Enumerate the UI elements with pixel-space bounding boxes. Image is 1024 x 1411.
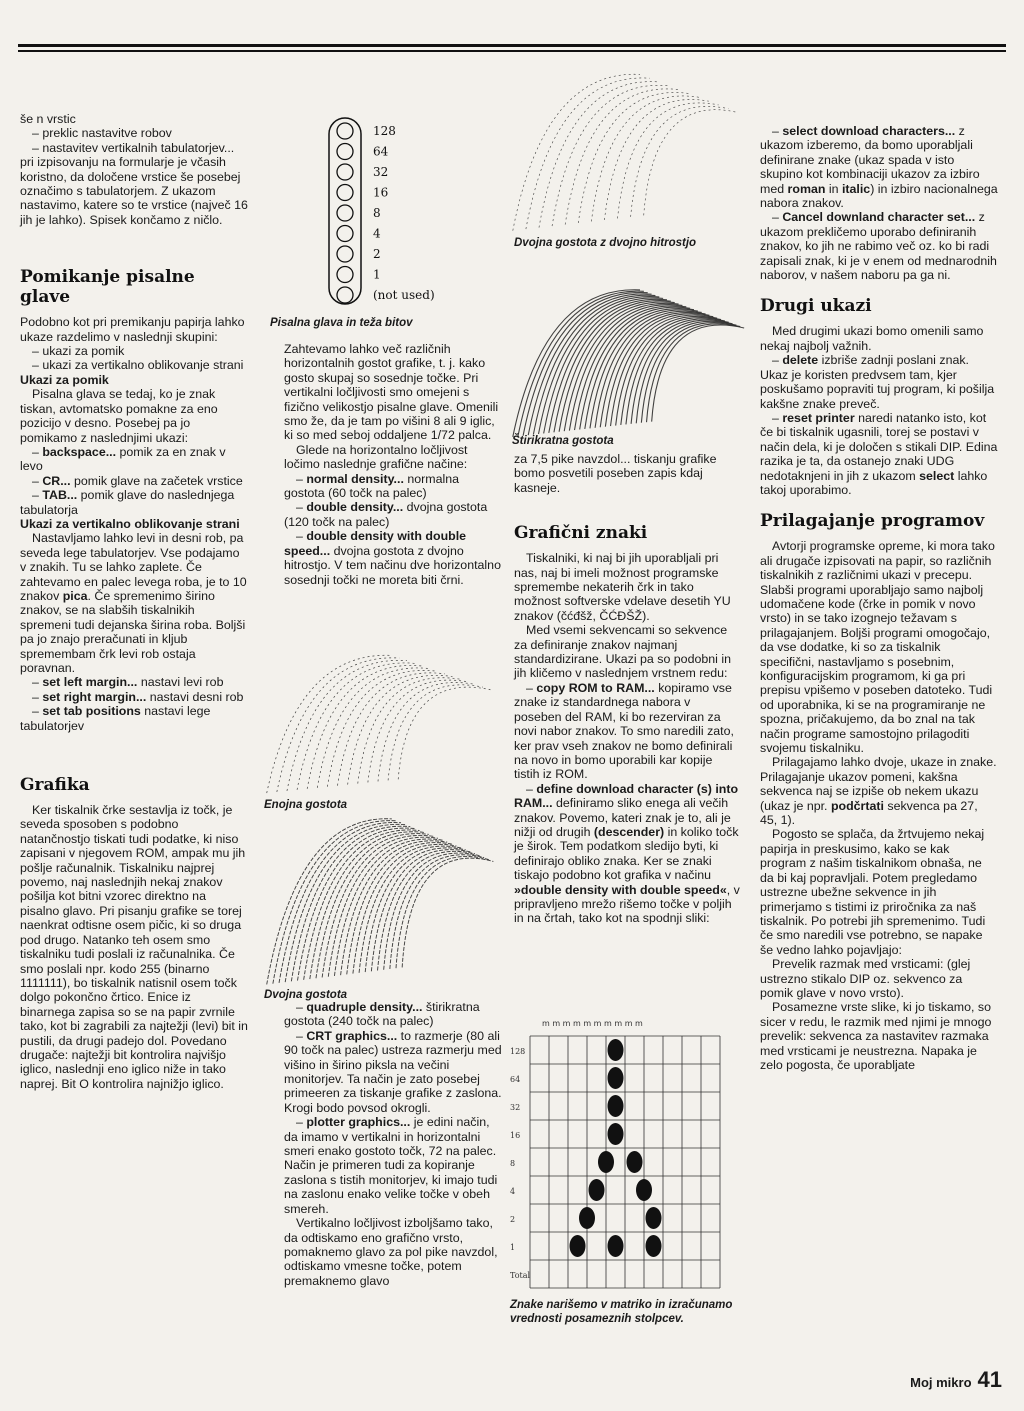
command-item: – CR... pomik glave na začetek vrstice: [32, 473, 243, 488]
command-desc: dvojna gostota z dvojno hitrostjo. V tem načinu dve horizontalno sosednji točki ne moreta biti črni.: [284, 543, 501, 587]
etch-arc: [358, 678, 460, 784]
text: . Če spremenimo širino znakov, se na slabših tiskalnikih spremeni tudi dejanska širina roba. Boljši pa jo znajo preračunati in kljub spremembam črk levi rob ostaja poravnan.: [20, 588, 246, 675]
character-matrix: [508, 1014, 740, 1294]
paragraph: za 7,5 pike navzdol... tiskanju grafike bomo posvetili poseben zapis kdaj kasneje.: [514, 452, 717, 495]
matrix-dot: [646, 1235, 662, 1257]
etch-arc: [307, 665, 422, 788]
etch-arc: [396, 856, 489, 968]
double-density-figure: [262, 810, 498, 988]
etch-arc: [565, 89, 679, 225]
command-name: CRT graphics...: [306, 1028, 398, 1043]
etch-arc: [267, 655, 392, 793]
intro-line: še n vrstic: [20, 112, 76, 126]
etch-arc: [348, 675, 453, 784]
command-item: – select download characters... z ukazom izberemo, da bomo uporabljali definirane znake (ukaz spada v isto skupino kot kombinaciji ukazov za izbiro med roman in italic) in izbiro nacionalnega nabora znakov.: [760, 124, 998, 211]
matrix-row-label: 2: [510, 1215, 516, 1224]
heading-drugi: Drugi ukazi: [760, 296, 872, 317]
paragraph: Ker tiskalnik črke sestavlja iz točk, je seveda sposoben s podobno natančnostjo tiskati tudi podatke, ki niso zapisani v njegovem ROM, ampak mu jih pošlje računalnik. Tiskalniku najprej povemo, naj naslednjih nekaj znakov pošilja kot bitni vzorec direktno na pisalno glavo. Pri pisanju grafike se torej naenkrat odtisne osem pičic, ki so druga pod drugo. Natanko teh osem smo tiskalniku tudi poslali iz računalnika. Če smo poslali npr. kodo 255 (binarno 1111111), bo tiskalnik natisnil osem točk dolgo pokončno črtico. Enice iz binarnega zapisa so se na papir zvrnile tako, kot bi zagrabili za najtežji (levi) bit in pustili, da drugi padejo dol. Povedano drugače: najtežji bit kontrolira najvišjo iglico, naslednji eno iglico niže in tako naprej. Bit O kontrolira najnižjo iglico.: [20, 803, 248, 1091]
list-item: – ukazi za pomik: [32, 344, 125, 359]
etch-arc: [402, 858, 493, 967]
etch-arc: [347, 843, 452, 975]
single-density-figure: [262, 648, 498, 796]
text: in: [825, 181, 842, 196]
matrix-row-label: 1: [510, 1243, 516, 1252]
paragraph: Med vsemi sekvencami so sekvence za definiranje znakov najmanj standardizirane. Ukazi pa so podobni in jih kličemo v naslednjem vrstnem redu:: [514, 623, 731, 681]
matrix-dot: [598, 1151, 614, 1173]
command-name: set left margin...: [42, 675, 138, 690]
matrix-dot: [608, 1123, 624, 1145]
etch-arc: [378, 851, 475, 970]
print-head-outline: [329, 118, 361, 304]
quadruple-density-figure: [508, 282, 748, 440]
paragraph: Prevelik razmak med vrsticami: (glej ustrezno stikalo DIP oz. sekvenco za pomik glave v novo vrsto).: [760, 957, 971, 1000]
command-desc: pomik glave do naslednjega tabulatorja: [20, 488, 235, 517]
etch-arc: [304, 830, 420, 980]
etch-arc: [388, 685, 483, 781]
command-item: – delete izbriše zadnji poslani znak. Ukaz je koristen predvsem tam, kjer poskušamo popraviti tuj program, ki pošilja kakšne znake preveč.: [760, 353, 995, 411]
command-name: double density with double speed...: [284, 529, 467, 558]
pin-circles: [337, 123, 353, 303]
paragraph: Posamezne vrste slike, ki jo tiskamo, so sicer v redu, le razmik med njimi je mnogo prevelik: sekvenca za nastavitev razmaka med vrsticami je neustrezna. Napaka je zelo pogosta, če uporabljate: [760, 1000, 992, 1072]
text-bold: podčrtati: [830, 798, 884, 813]
paragraph: [760, 755, 998, 827]
etch-arc: [338, 673, 445, 786]
list-item: – ukazi za vertikalno oblikovanje strani: [32, 358, 244, 373]
etch-arc: [297, 663, 414, 790]
etch-arc: [398, 687, 490, 779]
command-name: set tab positions: [42, 704, 141, 719]
bit-label: (not used): [373, 288, 435, 302]
bit-label: 4: [373, 226, 381, 241]
pin-circle: [337, 226, 353, 242]
command-desc: normalna gostota (60 točk na palec): [284, 471, 459, 501]
bit-label: 32: [373, 165, 389, 179]
caption-single-density: Enojna gostota: [264, 799, 348, 811]
etch-arc: [328, 837, 438, 976]
etch-arc: [277, 658, 400, 792]
command-name: backspace...: [42, 444, 117, 459]
heading-graficni: Grafični znaki: [514, 523, 648, 544]
column-1: [20, 112, 248, 1091]
command-name: select download characters...: [782, 124, 956, 138]
page-number: 41: [977, 1367, 1002, 1392]
command-desc: z ukazom prekličemo uporabo definiranih znakov, ko jih ne rabimo več oz. ko bi radi zapisali znak, ki je v enem od mednarodnih naborov, v našem naboru pa ga ni.: [760, 210, 997, 283]
command-item: – quadruple density... štirikratna gostota (240 točk na palec): [284, 1000, 480, 1029]
command-item: – set tab positions nastavi lege tabulatorjev: [20, 704, 211, 733]
pin-circle: [337, 287, 353, 303]
etch-arc: [539, 82, 660, 228]
command-desc: to razmerje (80 ali 90 točk na palec) ustreza razmerju med višino in širino piksla na večini monitorjev. Ta način je zato posebej primeeren za tiskanje grafike z zaslona. Krogi bodo povsod okrogli.: [284, 1028, 502, 1115]
etch-arc: [518, 291, 644, 436]
bit-label: 2: [373, 247, 381, 261]
paragraph: Zahtevamo lahko več različnih horizontalnih gostot grafike, t. j. kako gosto skupaj so sosednje točke. Pri vertikalni ločljivosti smo omejeni s fizično velikostjo pisalne glave. Omenili smo že, da je tam po višini 8 ali 9 iglic, ki so med seboj oddaljene 1/72 palca.: [284, 342, 499, 443]
text: definiramo sliko enega ali večih znakov. Povemo, kateri znak je to, ali je nižji od drugih: [514, 796, 731, 839]
command-name: CR...: [42, 473, 71, 488]
command-name: normal density...: [306, 471, 404, 486]
command-item: – TAB... pomik glave do naslednjega tabulatorja: [20, 488, 235, 517]
column-4: [760, 124, 998, 1072]
text: naredi natanko isto, kot če bi tiskalnik ugasnili, torej se postavi v način dela, ki je določen s stikali DIP. Edina razika je ta, da ostanejo znaki UDG nedotaknjeni in jih z ukazom: [760, 410, 998, 483]
matrix-dot: [646, 1207, 662, 1229]
pin-circle: [337, 123, 353, 139]
pin-circle: [337, 246, 353, 262]
bit-label: 1: [373, 267, 381, 282]
command-item: – copy ROM to RAM... kopiramo vse znake iz standardnega nabora v poseben del RAM, ki bo rezerviran za novi nabor znakov. To smo naredili zato, ker prav vseh znakov ne bomo definirali na novo in bomo uporabili kar kopije tistih iz ROM.: [514, 680, 734, 782]
command-item: – define download character (s) into RAM... definiramo sliko enega ali večih znakov. Povemo, kateri znak je to, ali je nižji od drugih (descender) in koliko točk je širok. Tem podatkom sledijo byti, ki definirajo obliko znaka. Ker se znaki tiskajo podobno kot grafika v načinu »double density with double speed«, v pripravljeno mrežo rišemo točke v poljih in na črtah, tako kot na spodnji sliki:: [514, 781, 740, 926]
paragraph: Avtorji programske opreme, ki mora tako ali drugače izpisovati na papir, so različnih tiskalnikih z različnimi ukazi v precepu. Slabši programi uporabljajo samo najbolj udomačene kode (črke in pomik v novo vrsto) in se tako izognejo težavam s prilagajanjem. Boljši programi omogočajo, da vse dodatke, ki so za tiskalnik specifični, nastavljamo s posebnim, konfiguracijskim programom, ki ga pri prepisu vpišemo v poseben datoteko. Tudi od uporabnika, ki se na programiranje ne spozna, pričakujemo, da bo znal na tak način programe samostojno prilagoditi svojemu tiskalniku.: [760, 539, 995, 756]
paragraph: Vertikalno ločljivost izboljšamo tako, da odtiskamo eno grafično vrsto, pomaknemo glavo za pol pike navzdol, odtiskamo vmesne točke, potem premaknemo glavo: [284, 1216, 498, 1288]
command-item: – backspace... pomik za en znak v levo: [20, 444, 226, 474]
etch-arc: [322, 835, 433, 977]
text-bold: roman: [787, 181, 826, 196]
etch-arc: [513, 74, 640, 230]
bit-label: 64: [373, 144, 389, 159]
pin-circle: [337, 185, 353, 201]
paragraph: Med drugimi ukazi bomo omenili samo nekaj najbolj važnih.: [760, 324, 984, 353]
text: Nastavljamo lahko levi in desni rob, pa seveda lege tabulatorjev. Vse podajamo v znakih. Tu se lahko zaplete. Če zahtevamo en palec levega roba, je to 10 znakov: [20, 531, 247, 603]
command-name: TAB...: [42, 488, 78, 503]
etch-arc: [368, 680, 468, 782]
etch-arc: [310, 832, 424, 979]
text: in koliko točk je širok. Tem podatkom sledijo byti, ki definirajo obliko znaka. Ker se znaki tiskajo podobno kot grafika v načinu: [514, 824, 739, 883]
subheading: Ukazi za pomik: [20, 372, 109, 387]
command-item: – normal density... normalna gostota (60 točk na palec): [284, 471, 459, 501]
command-desc: pomik za en znak v levo: [20, 444, 226, 474]
command-desc: je edini način, da imamo v vertikalni in horizontalni smeri enako gostoto točk, 72 na palec. Način je primeren tudi za kopiranje zaslona s tistih monitorjev, ki imajo tudi na zaslonu enako velike točke v obeh smereh.: [284, 1115, 498, 1216]
command-desc: štirikratna gostota (240 točk na palec): [284, 1000, 480, 1029]
matrix-dot: [579, 1207, 595, 1229]
matrix-row-label: 16: [510, 1131, 521, 1140]
top-rule: [18, 44, 1006, 47]
etch-arc: [341, 841, 448, 975]
intro-line: – nastavitev vertikalnih tabulatorjev... pri izpisovanju na formularje je včasih koristno, da določene vrstice še posebej označimo s tabulatorjem. Z ukazom nastavimo, katere so te vrstice (največ 16 jih je lahko). Spisek končamo z ničlo.: [20, 140, 248, 227]
subheading: Ukazi za vertikalno oblikovanje strani: [20, 516, 240, 531]
command-item: – double density with double speed... dvojna gostota z dvojno hitrostjo. V tem načinu dve horizontalno sosednji točki ne moreta biti črni.: [284, 529, 501, 587]
command-item: – double density... dvojna gostota (120 točk na palec): [284, 500, 488, 529]
etch-arc: [334, 839, 442, 976]
paragraph: Glede na horizontalno ločljivost ločimo naslednje grafične načine:: [284, 442, 468, 472]
command-desc: dvojna gostota (120 točk na palec): [284, 500, 488, 529]
etch-arc: [390, 855, 484, 969]
heading-pomikanje: Pomikanje pisalne glave: [20, 267, 195, 308]
column-2-top: [284, 342, 502, 587]
matrix-row-label: 8: [510, 1159, 516, 1168]
matrix-dot: [608, 1039, 624, 1061]
bit-label: 8: [373, 206, 381, 220]
paragraph: Pogosto se splača, da žrtvujemo nekaj papirja in preskusimo, kako se kak program z našim tiskalnikom obnaša, ne da bi kaj popravljali. Potem pregledamo ustrezne ubežne sekvence in jih primerjamo s tistimi iz priročnika za naš tiskalnik. Po potrebi jih spremenimo. Tudi če smo naredili vse potrebno, se napake še vedno lahko pojavljajo:: [760, 827, 986, 957]
paragraph: Pisalna glava se tedaj, ko je znak tiskan, avtomatsko pomakne za eno pozicijo v desno. Posebej pa jo pomikamo z naslednjimi ukazi:: [20, 387, 218, 445]
command-item: – set left margin... nastavi levi rob: [32, 675, 224, 690]
command-item: – CRT graphics... to razmerje (80 ali 90 točk na palec) ustreza razmerju med višino in širino piksla na večini monitorjev. Ta način je zato posebej primeeren za tiskanje grafike z zaslona. Krogi bodo povsod okrogli.: [284, 1028, 502, 1115]
etch-arc: [365, 848, 465, 972]
matrix-row-label: 64: [510, 1075, 521, 1084]
pin-circle: [337, 144, 353, 160]
matrix-top-marks: m m m m m m m m m m: [542, 1019, 643, 1028]
caption-double-density: Dvojna gostota: [264, 989, 348, 1001]
caption-double-speed: Dvojna gostota z dvojno hitrostjo: [514, 237, 697, 249]
matrix-grid: [530, 1036, 720, 1288]
matrix-dot: [589, 1179, 605, 1201]
command-desc: nastavi lege tabulatorjev: [20, 704, 211, 733]
column-3: [514, 452, 740, 926]
command-name: double density...: [306, 500, 404, 515]
matrix-dot: [608, 1235, 624, 1257]
matrix-row-label: Total: [510, 1271, 531, 1280]
print-head-diagram: [325, 116, 465, 306]
bit-labels: [373, 124, 435, 302]
magazine-name: Moj mikro: [910, 1375, 972, 1390]
command-desc: pomik glave na začetek vrstice: [70, 473, 243, 488]
etch-arc: [526, 78, 650, 229]
text-bold: (descender): [593, 824, 665, 839]
command-name: reset printer: [782, 410, 855, 425]
pin-circle: [337, 267, 353, 283]
matrix-dot: [627, 1151, 643, 1173]
etch-arc: [359, 846, 461, 973]
command-name: delete: [782, 353, 819, 368]
matrix-dot: [570, 1235, 586, 1257]
etch-arc: [327, 670, 437, 786]
column-2-bottom: [284, 1000, 502, 1288]
caption-quadruple: Štirikratna gostota: [512, 435, 614, 447]
command-item: – plotter graphics... je edini način, da imamo v vertikalni in horizontalni smeri enako gostoto točk, 72 na palec. Način je primeren tudi za kopiranje zaslona s tistih monitorjev, ki imajo tudi na zaslonu enako velike točke v obeh smereh.: [284, 1115, 498, 1216]
matrix-dot: [608, 1095, 624, 1117]
text: Prilagajamo lahko dvoje, ukaze in znake. Prilagajanje ukazov pomeni, kakšna sekvenca naj se izpiše ob nekem ukazu (ukaz je npr.: [760, 755, 997, 813]
text-bold: italic: [841, 181, 871, 196]
etch-arc: [616, 316, 717, 425]
etch-arc: [287, 660, 407, 791]
page-footer: [910, 1367, 1002, 1393]
text: , v pripravljeno mrežo rišemo točke v poljih in na črtah, tako kot na spodnji sliki:: [514, 882, 740, 926]
etch-arc: [378, 682, 475, 781]
text: z ukazom izberemo, da bomo uporabljali definirane znake (ukaz spada v isto skupino kot kombinaciji ukazov za izbiro med: [760, 124, 980, 196]
text-bold: select: [919, 468, 955, 483]
double-speed-figure: [508, 66, 748, 234]
text: ) in izbiro nacionalnega nabora znakov.: [760, 181, 998, 211]
top-rule-2: [18, 50, 1006, 52]
etch-arc: [316, 834, 429, 979]
etch-arc: [279, 822, 401, 982]
heading-prilagajanje: Prilagajanje programov: [760, 511, 985, 532]
command-desc: nastavi levi rob: [137, 675, 224, 690]
pin-circle: [337, 164, 353, 180]
bit-label: 128: [373, 124, 396, 138]
matrix-dot: [636, 1179, 652, 1201]
command-item: – Cancel downland character set... z ukazom prekličemo uporabo definiranih znakov, ko jih ne rabimo več oz. ko bi radi zapisali znak, ki je v enem od mednarodnih naborov, v našem naboru pa ga ni.: [760, 210, 997, 283]
paragraph: Tiskalniki, ki naj bi jih uporabljali pri nas, naj bi imeli možnost programske spremembe nekaterih črk in tako možnost softverske vdelave desetih YU znakov (čćđšž, ČĆĐŠŽ).: [514, 551, 731, 623]
intro-line: – preklic nastavitve robov: [32, 126, 172, 141]
command-item: – reset printer naredi natanko isto, kot če bi tiskalnik ugasnili, torej se postavi v način dela, ki je določen s stikali DIP. Edina razika je ta, da ostanejo znaki UDG nedotaknjeni in jih z ukazom select lahko takoj uporabimo.: [760, 410, 998, 497]
pin-circle: [337, 205, 353, 221]
paragraph: [20, 531, 248, 675]
matrix-dot: [608, 1067, 624, 1089]
matrix-row-label: 128: [510, 1047, 526, 1056]
etch-arc: [578, 92, 689, 223]
matrix-row-label: 32: [510, 1103, 521, 1112]
caption-matrix: Znake narišemo v matriko in izračunamo vrednosti posameznih stolpcev.: [510, 1299, 733, 1325]
bit-label: 16: [373, 185, 389, 200]
caption-print-head: Pisalna glava in teža bitov: [270, 317, 413, 329]
command-name: plotter graphics...: [306, 1115, 411, 1130]
command-desc: nastavi desni rob: [146, 689, 244, 704]
command-name: Cancel downland character set...: [782, 210, 976, 225]
text: sekvenca pa 27, 45, 1).: [760, 798, 978, 828]
command-desc: izbriše zadnji poslani znak. Ukaz je koristen predvsem tam, kjer poskušamo popraviti tuj program, ki pošilja kakšne znake preveč.: [760, 353, 995, 411]
etch-arc: [552, 85, 669, 226]
command-item: – set right margin... nastavi desni rob: [32, 689, 244, 704]
command-desc: kopiramo vse znake iz standardnega nabora v poseben del RAM, ki bo rezerviran za novi nabor znakov. To smo naredili zato, ker prav vseh znakov ne bomo definirali na novo in bomo uporabili kar kopije tistih iz ROM.: [514, 680, 734, 782]
etch-arc: [371, 850, 470, 972]
paragraph: Podobno kot pri premikanju papirja lahko ukaze razdelimo v naslednji skupini:: [20, 315, 245, 344]
text-bold: pica: [62, 588, 88, 603]
command-name: copy ROM to RAM...: [536, 680, 655, 695]
text-bold: »double density with double speed«: [514, 882, 727, 897]
etch-arc: [644, 110, 738, 216]
command-name: quadruple density...: [306, 1000, 423, 1014]
command-name: set right margin...: [42, 689, 147, 704]
heading-grafika: Grafika: [20, 775, 90, 796]
etch-arc: [591, 96, 699, 221]
command-name: define download character (s) into RAM...: [514, 781, 739, 811]
matrix-row-label: 4: [510, 1187, 516, 1196]
text: lahko takoj uporabimo.: [760, 468, 988, 497]
matrix-row-labels: [510, 1047, 531, 1280]
